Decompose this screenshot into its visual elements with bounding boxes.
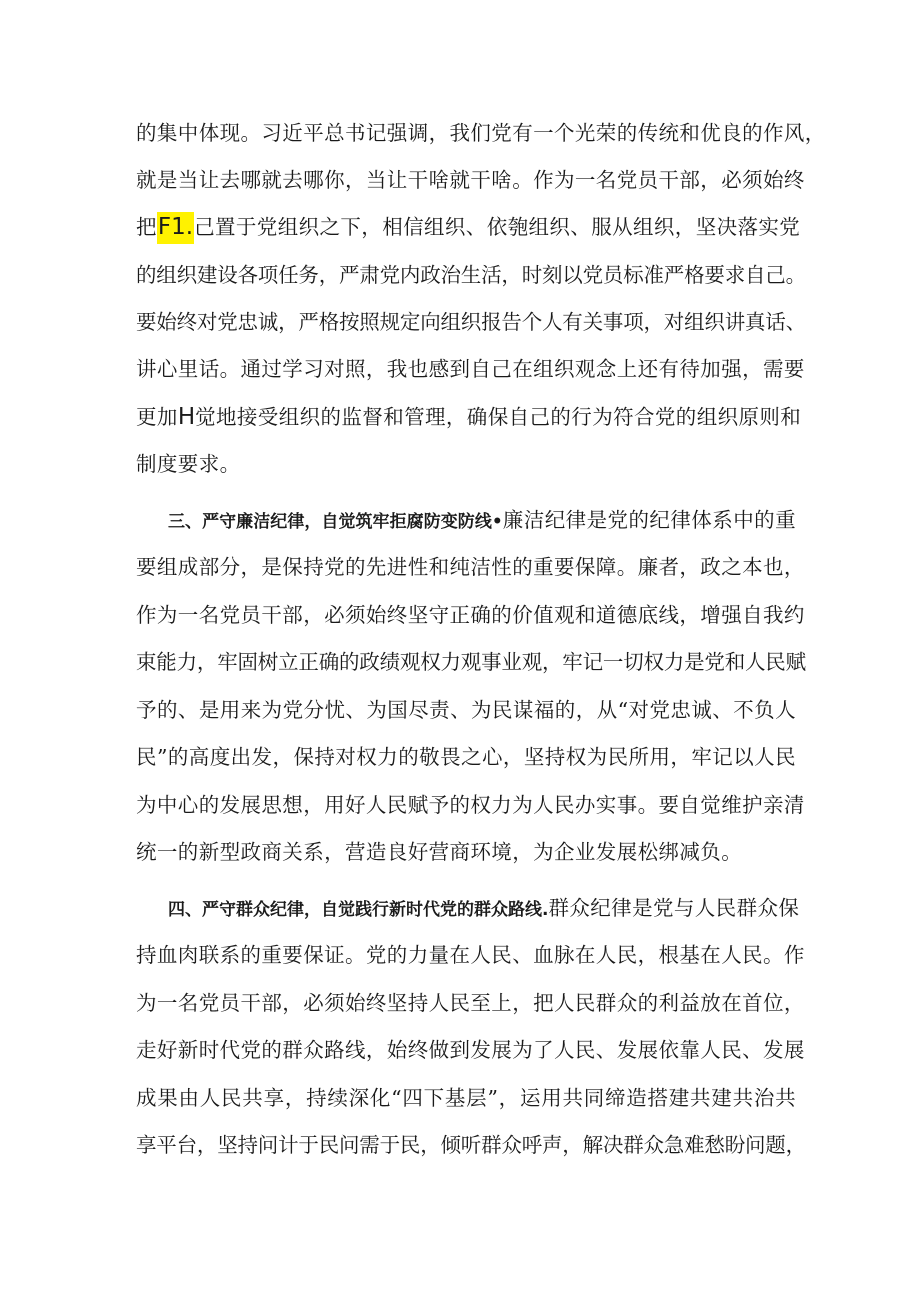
highlighted-ocr-artifact: F1. (157, 212, 194, 244)
text-fragment: 觉地接受组织的监督和管理，确保自己的行为符合党的组织原则和 (195, 405, 802, 429)
paragraph-1-line-4: 的组织建设各项任务，严肃党内政治生活，时刻以党员标准严格要求自己。 (136, 263, 806, 287)
paragraph-3-line-2: 持血肉联系的重要保证。党的力量在人民、血脉在人民，根基在人民。作 (136, 943, 805, 967)
paragraph-1-line-2: 就是当让去哪就去哪你，当让干啥就干啥。作为一名党员干部，必须始终 (136, 168, 805, 192)
paragraph-3-line-1 (168, 893, 800, 925)
ocr-artifact: H (177, 404, 196, 430)
paragraph-2-line-5: 予的、是用来为党分忧、为国尽责、为民谋福的，从“对党忠诚、不负人 (136, 698, 796, 722)
paragraph-3-line-3: 为一名党员干部，必须始终坚持人民至上，把人民群众的利益放在首位， (136, 991, 805, 1015)
paragraph-3-line-6: 享平台，坚持问计于民问需于民，倾听群众呼声，解决群众急难愁盼问题， (136, 1133, 806, 1157)
text-fragment: 更加 (136, 405, 178, 429)
paragraph-3-line-5: 成果由人民共享，持续深化“四下基层”，运用共同缔造搭建共建共治共 (136, 1086, 796, 1110)
text-fragment: 把 (136, 215, 157, 239)
paragraph-1-line-1: 的集中体现。习近平总书记强调，我们党有一个光荣的传统和优良的作风， (136, 121, 826, 145)
paragraph-2-line-8: 统一的新型政商关系，营造良好营商环境，为企业发展松绑减负。 (136, 840, 743, 864)
paragraph-1-line-7 (136, 402, 802, 432)
paragraph-1-line-8: 制度要求。 (136, 452, 241, 476)
paragraph-3-line-4: 走好新时代党的群众路线，始终做到发展为了人民、发展依靠人民、发展 (136, 1038, 805, 1062)
paragraph-1-line-5: 要始终对党忠诚，严格按照规定向组织报告个人有关事项，对组织讲真话、 (136, 310, 806, 334)
text-fragment: 己置于党组织之下，相信组织、依匏组织、服从组织，坚决落实党 (194, 215, 801, 239)
section-heading-3: 三、严守廉洁纪律，自觉筑牢拒腐防变防线• (168, 512, 503, 532)
paragraph-1-line-6: 讲心里话。通过学习对照，我也感到自己在组织观念上还有待加强，需要 (136, 357, 805, 381)
text-fragment: 廉洁纪律是党的纪律体系中的重 (502, 508, 796, 532)
section-heading-4: 四、严守群众纪律，自觉践行新时代党的群众路线. (168, 900, 549, 920)
paragraph-2-line-7: 为中心的发展思想，用好人民赋予的权力为人民办实事。要自觉维护亲清 (136, 793, 805, 817)
paragraph-2-line-3: 作为一名党员干部，必须始终坚守正确的价值观和道德底线，增强自我约 (136, 603, 805, 627)
text-fragment: 群众纪律是党与人民群众保 (548, 896, 800, 920)
paragraph-2-line-6: 民”的高度出发，保持对权力的敬畏之心，坚持权为民所用，牢记以人民 (136, 745, 796, 769)
paragraph-2-line-4: 束能力，牢固树立正确的政绩观权力观事业观，牢记一切权力是党和人民赋 (136, 650, 806, 674)
paragraph-1-line-3 (136, 212, 801, 242)
paragraph-2-line-1 (168, 505, 796, 537)
paragraph-2-line-2: 要组成部分，是保持党的先进性和纯洁性的重要保障。廉者，政之本也， (136, 555, 805, 579)
